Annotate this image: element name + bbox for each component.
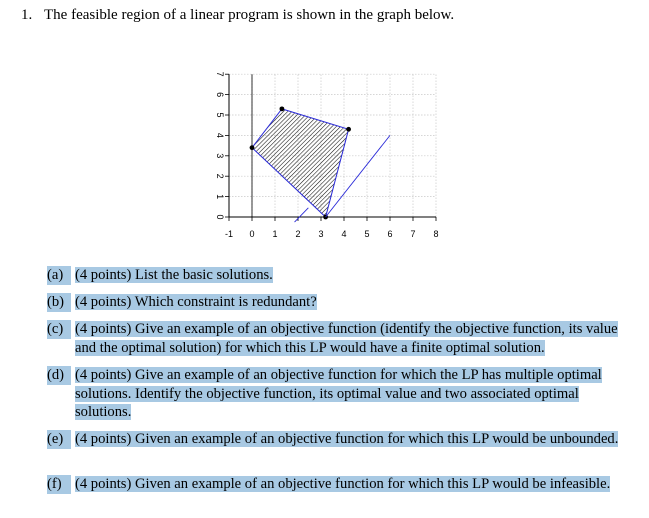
y-tick-label: 0 — [215, 214, 225, 220]
y-tick-label: 3 — [215, 153, 225, 159]
tick-diagonal-line — [295, 208, 309, 222]
question-text: The feasible region of a linear program is shown in the graph below. — [44, 7, 455, 23]
x-tick-label: -1 — [224, 229, 234, 239]
x-tick-label: 5 — [364, 229, 370, 239]
x-tick-label: 2 — [295, 229, 301, 239]
part-c — [47, 320, 632, 357]
part-f-text: (4 points) Given an example of an objective function for which this LP would be infeasible. — [75, 476, 611, 492]
part-c-label: (c) — [47, 320, 71, 339]
feasible-region — [252, 109, 349, 217]
part-e-text: (4 points) Given an example of an objective function for which this LP would be unbounded. — [75, 431, 619, 447]
y-tick-label: 7 — [215, 71, 225, 77]
part-a — [47, 266, 632, 285]
x-tick-label: 7 — [410, 229, 416, 239]
part-a-label: (a) — [47, 266, 71, 285]
part-b — [47, 293, 632, 312]
part-e — [47, 430, 632, 449]
part-d-text: (4 points) Give an example of an objective function for which the LP has multiple optimal solutions. Identify the objective function, its optimal value and two associated optimal solutions. — [75, 367, 602, 420]
x-tick-label: 3 — [318, 229, 324, 239]
part-b-label: (b) — [47, 293, 71, 312]
y-tick-label: 5 — [215, 112, 225, 118]
vertex-point — [280, 106, 285, 111]
part-f-label: (f) — [47, 475, 71, 494]
x-tick-label: 6 — [387, 229, 393, 239]
y-tick-label: 6 — [215, 92, 225, 98]
x-tick-label: 8 — [433, 229, 439, 239]
vertex-point — [346, 127, 351, 132]
part-d — [47, 366, 632, 422]
part-d-label: (d) — [47, 366, 71, 385]
x-tick-label: 0 — [249, 229, 255, 239]
part-b-text: (4 points) Which constraint is redundant? — [75, 294, 317, 310]
question-number: 1. — [21, 7, 33, 23]
y-tick-label: 1 — [215, 194, 225, 200]
y-tick-label: 4 — [215, 132, 225, 138]
part-c-text: (4 points) Give an example of an objective function (identify the objective function, its value and the optimal solution) for which this LP would have a finite optimal solution. — [75, 321, 618, 356]
part-e-label: (e) — [47, 430, 71, 449]
x-tick-label: 4 — [341, 229, 347, 239]
x-tick-label: 1 — [272, 229, 278, 239]
y-tick-label: 2 — [215, 173, 225, 179]
vertex-point — [250, 145, 255, 150]
part-f — [47, 475, 632, 494]
part-a-text: (4 points) List the basic solutions. — [75, 267, 273, 283]
